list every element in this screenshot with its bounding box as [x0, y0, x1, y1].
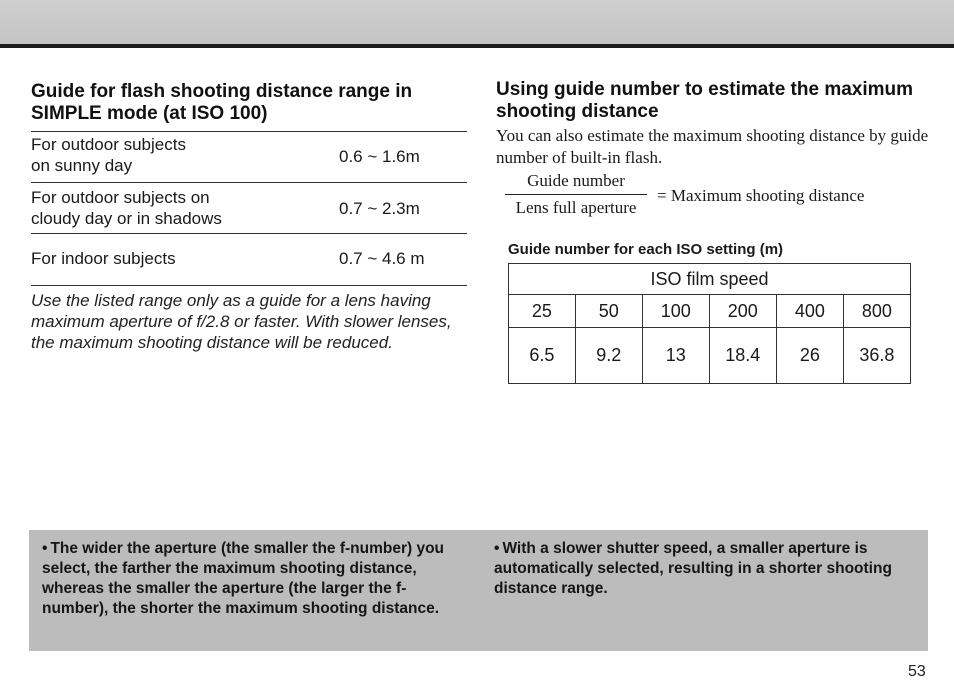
page-number: 53 [908, 663, 926, 680]
header-band [0, 0, 954, 44]
lens-note: Use the listed range only as a guide for a lens having maximum aperture of f/2.8 or faster. With slower lenses, the maximum shooting distance will be reduced. [31, 291, 452, 352]
aperture-tip-text: The wider the aperture (the smaller the f-number) you select, the farther the maximum shooting distance, whereas the smaller the aperture (the larger the f-number), the shorter the maximum shooting distance. [42, 540, 445, 617]
guide-number-cell: 26 [776, 328, 843, 384]
guide-number-cell: 9.2 [575, 328, 642, 384]
iso-cell: 400 [776, 295, 843, 328]
table-row [31, 131, 467, 182]
bullet-marker: • [494, 540, 500, 557]
guide-number-cell: 36.8 [843, 328, 910, 384]
guide-number-cell: 6.5 [509, 328, 576, 384]
shutter-tip-text: With a slower shutter speed, a smaller aperture is automatically selected, resulting in a shorter shooting distance range. [494, 540, 892, 597]
guide-table-title: Guide number for each ISO setting (m) [508, 241, 784, 258]
formula-result: = Maximum shooting distance [657, 186, 865, 205]
table-row [509, 295, 911, 328]
shutter-tip [494, 539, 919, 599]
guide-number-intro: You can also estimate the maximum shooting distance by guide number of built-in flash. [496, 126, 929, 167]
table-row [509, 264, 911, 295]
distance-formula [505, 170, 647, 219]
table-row [509, 328, 911, 384]
aperture-tip [42, 539, 472, 619]
subject-label: For outdoor subjects on cloudy day or in shadows [31, 188, 222, 228]
iso-cell: 800 [843, 295, 910, 328]
iso-cell: 200 [709, 295, 776, 328]
table-row [31, 182, 467, 233]
distance-range: 0.7 ~ 2.3m [339, 199, 420, 218]
iso-header: ISO film speed [509, 264, 911, 295]
formula-denominator: Lens full aperture [515, 198, 637, 217]
iso-cell: 25 [509, 295, 576, 328]
guide-number-cell: 13 [642, 328, 709, 384]
iso-cell: 50 [575, 295, 642, 328]
guide-number-cell: 18.4 [709, 328, 776, 384]
flash-range-table [31, 131, 467, 286]
table-row [31, 233, 467, 286]
distance-range: 0.6 ~ 1.6m [339, 147, 420, 166]
subject-label: For indoor subjects [31, 249, 176, 268]
distance-range: 0.7 ~ 4.6 m [339, 249, 425, 268]
subject-label: For outdoor subjects on sunny day [31, 135, 186, 175]
iso-cell: 100 [642, 295, 709, 328]
flash-range-heading: Guide for flash shooting distance range in SIMPLE mode (at ISO 100) [31, 81, 413, 124]
bullet-marker: • [42, 540, 48, 557]
header-rule [0, 44, 954, 48]
guide-number-table [508, 263, 911, 384]
formula-numerator: Guide number [505, 170, 647, 195]
guide-number-heading: Using guide number to estimate the maximum shooting distance [496, 79, 914, 122]
